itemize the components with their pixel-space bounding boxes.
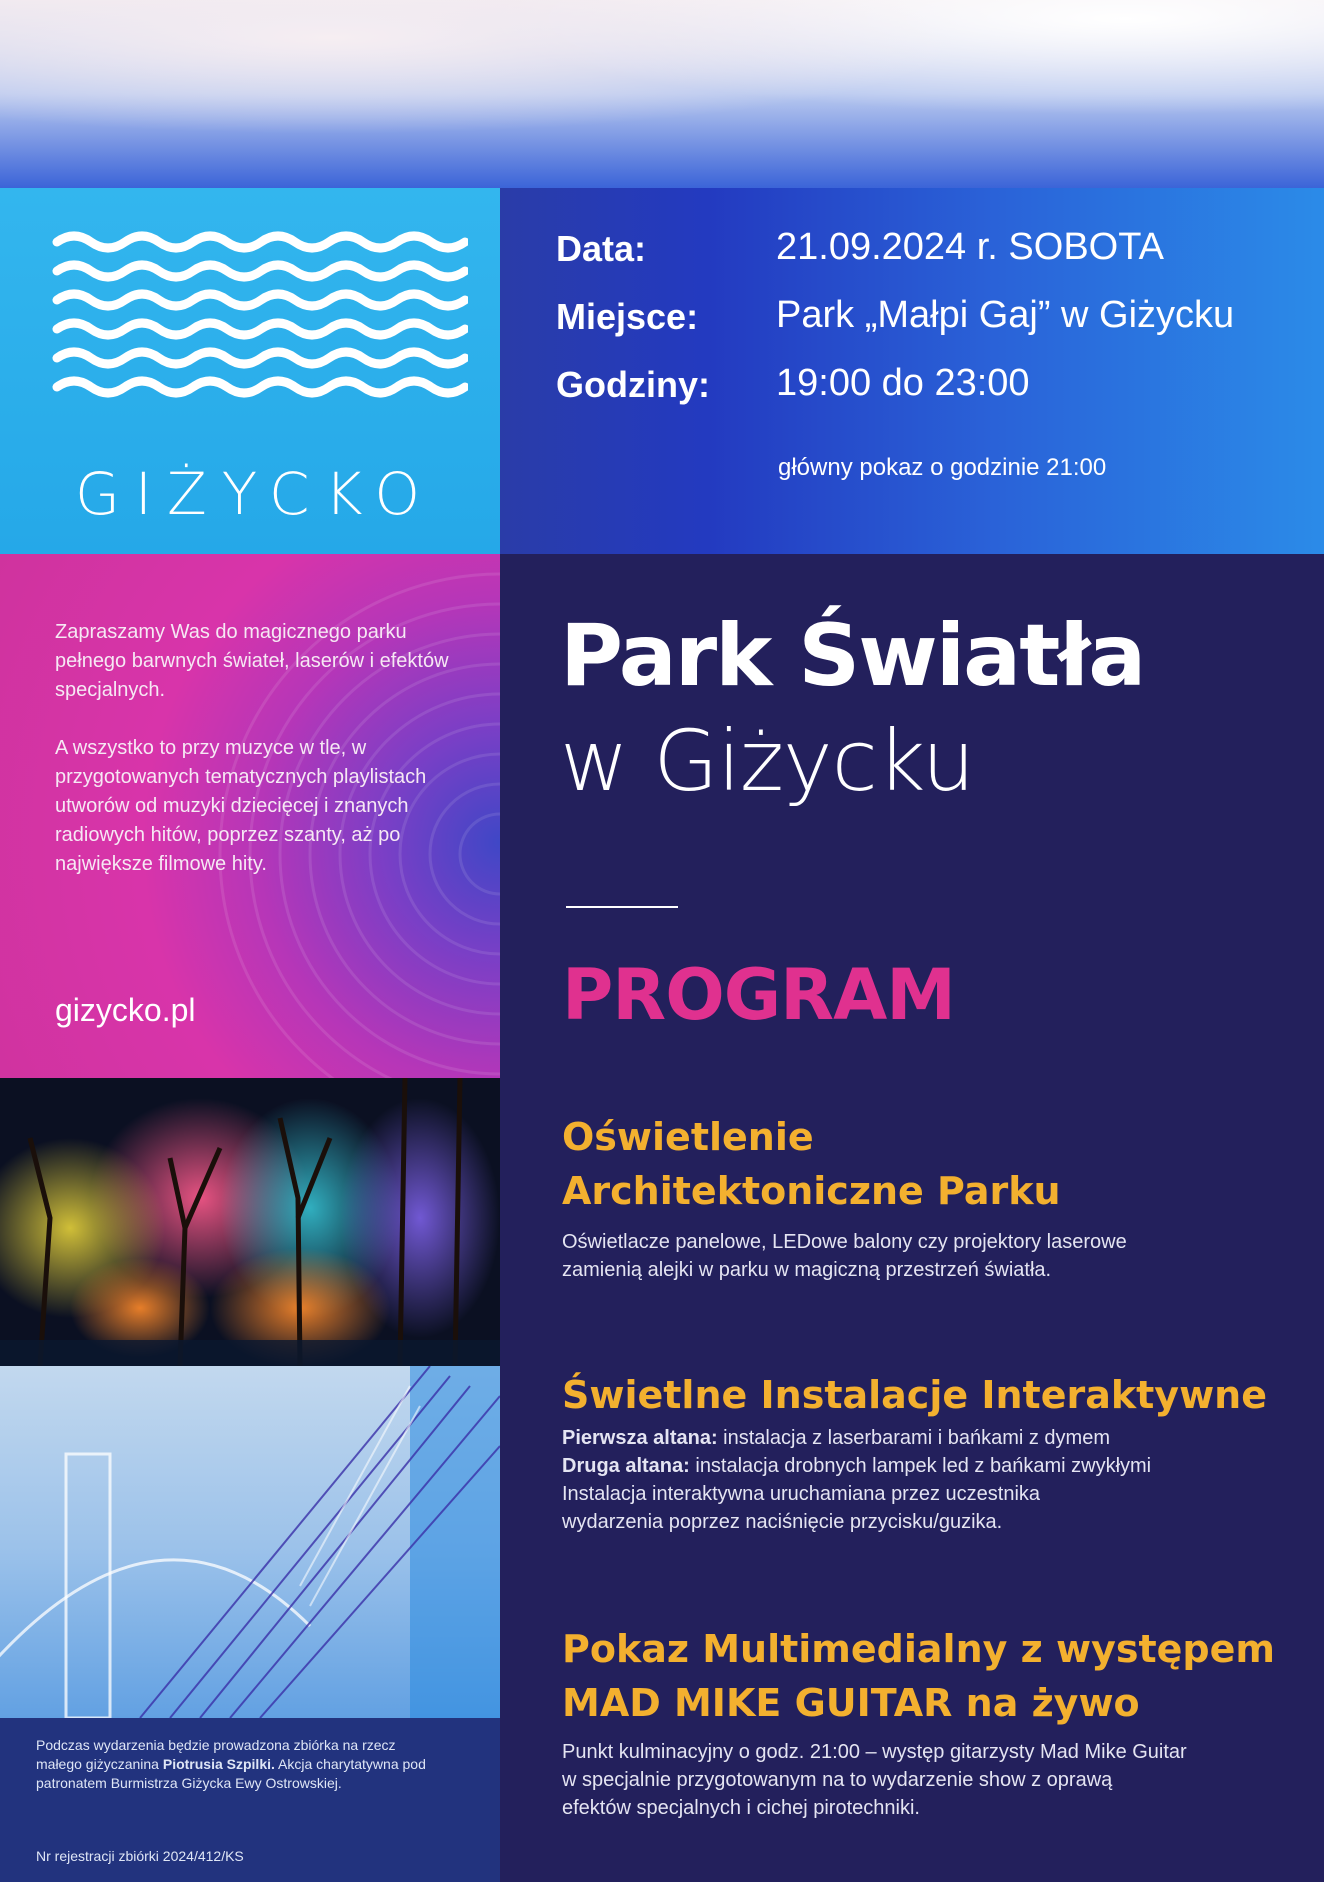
section-2-item-2 bbox=[562, 1452, 1282, 1480]
section-1-title-line-1: Oświetlenie bbox=[562, 1115, 814, 1159]
section-1-body-line-1: Oświetlacze panelowe, LEDowe balony czy projektory laserowe bbox=[562, 1231, 1127, 1253]
light-installation-panel bbox=[0, 1366, 500, 1882]
logo-wordmark: GIŻYCKO bbox=[74, 460, 436, 528]
section-1-title-line-2: Architektoniczne Parku bbox=[562, 1169, 1061, 1213]
light-beams-decoration bbox=[0, 1366, 500, 1718]
place-label: Miejsce: bbox=[556, 296, 699, 337]
hours-label: Godziny: bbox=[556, 364, 710, 405]
charity-notice bbox=[0, 1718, 500, 1882]
hours-value: 19:00 do 23:00 bbox=[776, 362, 1030, 404]
section-2-body-line-4: wydarzenia poprzez naciśnięcie przycisku/guzika. bbox=[562, 1511, 1003, 1533]
section-3-body-line-1: Punkt kulminacyjny o godz. 21:00 – występ gitarzysty Mad Mike Guitar bbox=[562, 1741, 1187, 1763]
section-3-title-line-2: MAD MIKE GUITAR na żywo bbox=[562, 1681, 1140, 1725]
illuminated-park-photo bbox=[0, 1078, 500, 1366]
divider bbox=[566, 906, 678, 908]
date-value: 21.09.2024 r. SOBOTA bbox=[776, 226, 1164, 268]
event-info-panel bbox=[500, 188, 1324, 554]
park-trees-image bbox=[0, 1078, 500, 1366]
section-2-item-1 bbox=[562, 1424, 1282, 1452]
intro-paragraph-2: A wszystko to przy muzyce w tle, w przygotowanych tematycznych playlistach utworów od muzyki dziecięcej i znanych radiowych hitów, poprzez szanty, aż po największe filmowe hity. bbox=[55, 737, 427, 875]
charity-text bbox=[36, 1736, 436, 1793]
event-title: Park Światła bbox=[560, 606, 1145, 706]
logo-panel bbox=[0, 188, 500, 554]
section-3-body-line-2: w specjalnie przygotowanym na to wydarzenie show z oprawą bbox=[562, 1769, 1113, 1791]
program-heading: PROGRAM bbox=[562, 954, 955, 1036]
item-1-text: instalacja z laserbarami i bańkami z dymem bbox=[717, 1427, 1110, 1449]
place-value: Park „Małpi Gaj” w Giżycku bbox=[776, 294, 1235, 336]
section-3-body-line-3: efektów specjalnych i cichej pirotechniki. bbox=[562, 1797, 920, 1819]
registration-number: Nr rejestracji zbiórki 2024/412/KS bbox=[36, 1848, 244, 1864]
main-show-note: główny pokaz o godzinie 21:00 bbox=[778, 454, 1107, 481]
date-label: Data: bbox=[556, 228, 647, 269]
event-subtitle: w Giżycku bbox=[560, 712, 975, 810]
program-panel bbox=[500, 554, 1324, 1882]
charity-text-start: Podczas wydarzenia będzie prowadzona zbiórka na rzecz małego giżyczanina bbox=[36, 1737, 396, 1772]
section-1-body-line-2: zamienią alejki w parku w magiczną przestrzeń światła. bbox=[562, 1259, 1052, 1281]
item-1-label: Pierwsza altana: bbox=[562, 1427, 718, 1449]
website-link[interactable]: gizycko.pl bbox=[55, 992, 196, 1028]
top-speckled-band bbox=[0, 0, 1324, 188]
charity-text-end: Akcja charytatywna pod patronatem Burmistrza Giżycka Ewy Ostrowskiej. bbox=[36, 1756, 426, 1791]
section-3-title-line-1: Pokaz Multimedialny z występem bbox=[562, 1627, 1275, 1671]
intro-paragraph-1: Zapraszamy Was do magicznego parku pełnego barwnych świateł, laserów i efektów specjalnych. bbox=[55, 621, 449, 701]
item-2-text: instalacja drobnych lampek led z bańkami zwykłymi bbox=[689, 1455, 1152, 1477]
section-2-body-line-3: Instalacja interaktywna uruchamiana przez uczestnika bbox=[562, 1483, 1041, 1505]
item-2-label: Druga altana: bbox=[562, 1455, 690, 1477]
beneficiary-name: Piotrusia Szpilki. bbox=[162, 1756, 275, 1772]
section-2-title: Świetlne Instalacje Interaktywne bbox=[562, 1373, 1268, 1417]
waves-icon bbox=[52, 224, 468, 414]
intro-panel bbox=[0, 554, 500, 1078]
